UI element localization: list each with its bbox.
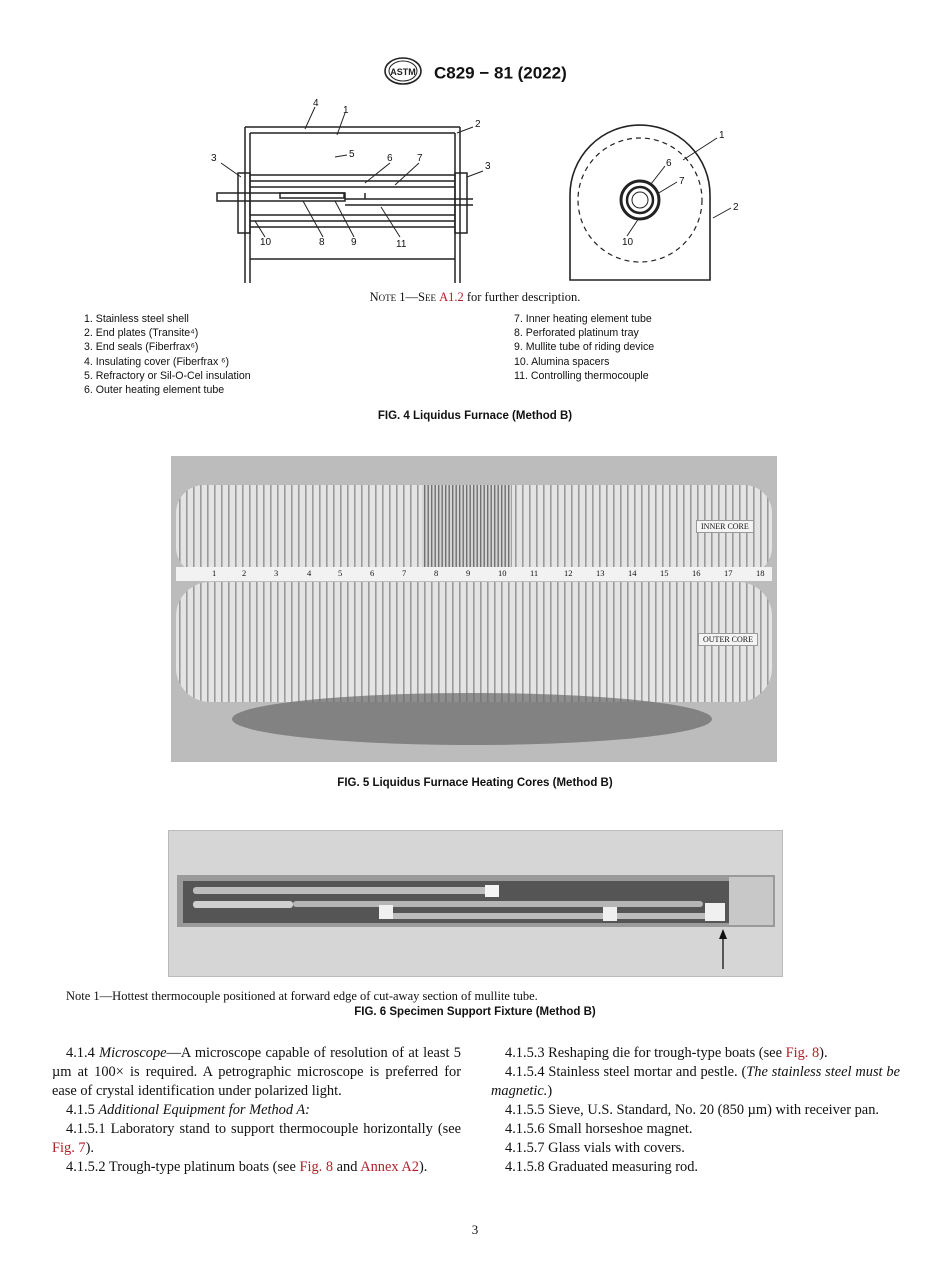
ruler-number: 12 bbox=[564, 568, 573, 578]
svg-text:7: 7 bbox=[679, 176, 685, 187]
para-text: 4.1.5.3 Reshaping die for trough-type boats (see bbox=[505, 1045, 786, 1061]
fig5-photo bbox=[171, 456, 777, 762]
outer-core-label: OUTER CORE bbox=[698, 633, 758, 646]
ruler-number: 14 bbox=[628, 568, 637, 578]
legend-item: 11. Controlling thermocouple bbox=[514, 369, 649, 382]
svg-text:6: 6 bbox=[666, 158, 672, 169]
ruler-number: 18 bbox=[756, 568, 765, 578]
svg-text:6: 6 bbox=[387, 153, 393, 164]
ruler-number: 17 bbox=[724, 568, 733, 578]
para-text: ). bbox=[819, 1045, 828, 1061]
ruler-number: 8 bbox=[434, 568, 439, 578]
fig4-side-section-diagram bbox=[205, 95, 505, 290]
svg-text:9: 9 bbox=[351, 237, 357, 248]
ruler-number: 4 bbox=[307, 568, 312, 578]
para-text: 4.1.5.1 Laboratory stand to support thermocouple horizontally (see bbox=[66, 1121, 461, 1137]
legend-item: 8. Perforated platinum tray bbox=[514, 327, 639, 340]
fig5-caption: FIG. 5 Liquidus Furnace Heating Cores (Method B) bbox=[337, 777, 613, 789]
para-text: ) bbox=[547, 1083, 553, 1099]
fig-7-link[interactable]: Fig. 7 bbox=[52, 1140, 86, 1156]
astm-logo-icon bbox=[383, 56, 423, 91]
fig4-note-prefix: Note 1—See bbox=[369, 290, 440, 304]
fig6-photo bbox=[168, 830, 783, 977]
para-4-1-5 bbox=[52, 1101, 461, 1120]
additional-equipment-title: Additional Equipment for Method A: bbox=[98, 1102, 310, 1118]
fig4-end-view-diagram bbox=[555, 110, 755, 282]
svg-text:1: 1 bbox=[343, 105, 349, 116]
legend-item: 4. Insulating cover (Fiberfrax ⁶) bbox=[84, 355, 230, 368]
ruler-number: 5 bbox=[338, 568, 343, 578]
microscope-title: Microscope bbox=[99, 1045, 167, 1061]
svg-text:4: 4 bbox=[313, 98, 319, 109]
legend-item: 2. End plates (Transite⁴) bbox=[84, 327, 199, 340]
ruler-number: 3 bbox=[274, 568, 279, 578]
svg-text:2: 2 bbox=[733, 202, 739, 213]
fig4-legend-left bbox=[84, 312, 414, 397]
page-header bbox=[0, 56, 950, 91]
magnetic-note: The stainless steel must be magnetic. bbox=[491, 1064, 900, 1099]
para-text: ). bbox=[85, 1140, 94, 1156]
legend-item: 6. Outer heating element tube bbox=[84, 384, 225, 397]
svg-text:7: 7 bbox=[417, 153, 423, 164]
a1-2-link[interactable]: A1.2 bbox=[439, 290, 464, 304]
legend-item: 9. Mullite tube of riding device bbox=[514, 341, 655, 354]
ruler-number: 6 bbox=[370, 568, 375, 578]
ruler bbox=[172, 568, 776, 580]
fig4-note-suffix: for further description. bbox=[463, 290, 581, 304]
para-4-1-5-2 bbox=[52, 1158, 461, 1177]
para-text: —A microscope capable of resolution of at least 5 µm at 100× is required. A petrographic microscope is preferred for ease of crystal identification under polarized light. bbox=[52, 1045, 461, 1099]
ruler-number: 11 bbox=[530, 568, 539, 578]
para-text: 4.1.5.2 Trough-type platinum boats (see bbox=[66, 1159, 300, 1175]
legend-item: 3. End seals (Fiberfrax⁶) bbox=[84, 341, 199, 354]
para-number: 4.1.4 bbox=[66, 1045, 100, 1061]
para-text: ). bbox=[418, 1159, 428, 1175]
svg-text:3: 3 bbox=[485, 161, 491, 172]
svg-text:2: 2 bbox=[475, 119, 481, 130]
para-4-1-5-4 bbox=[491, 1063, 900, 1101]
svg-text:10: 10 bbox=[622, 237, 634, 248]
legend-item: 7. Inner heating element tube bbox=[514, 313, 652, 325]
annex-a2-link[interactable]: Annex A2 bbox=[360, 1159, 419, 1175]
para-4-1-5-6: 4.1.5.6 Small horseshoe magnet. bbox=[505, 1121, 693, 1137]
para-4-1-5-3 bbox=[491, 1044, 900, 1063]
fig4-caption: FIG. 4 Liquidus Furnace (Method B) bbox=[377, 410, 573, 422]
ruler-number: 15 bbox=[660, 568, 669, 578]
svg-text:5: 5 bbox=[349, 149, 355, 160]
svg-text:11: 11 bbox=[396, 239, 407, 250]
svg-text:10: 10 bbox=[260, 237, 272, 248]
para-text: and bbox=[333, 1159, 361, 1175]
fig4-note bbox=[0, 290, 950, 305]
standard-designation: C829 − 81 (2022) bbox=[433, 63, 567, 83]
svg-text:8: 8 bbox=[319, 237, 325, 248]
ruler-number: 2 bbox=[242, 568, 247, 578]
inner-core-label: INNER CORE bbox=[696, 520, 754, 533]
svg-text:1: 1 bbox=[719, 130, 725, 141]
para-4-1-5-1 bbox=[52, 1120, 461, 1158]
para-text: 4.1.5.4 Stainless steel mortar and pestle. ( bbox=[505, 1064, 747, 1080]
ruler-number: 1 bbox=[212, 568, 217, 578]
svg-text:3: 3 bbox=[211, 153, 217, 164]
ruler-number: 9 bbox=[466, 568, 471, 578]
legend-item: 1. Stainless steel shell bbox=[84, 313, 189, 325]
para-4-1-5-8: 4.1.5.8 Graduated measuring rod. bbox=[505, 1159, 699, 1175]
body-right-column bbox=[491, 1044, 900, 1177]
fig6-note: Note 1—Hottest thermocouple positioned at forward edge of cut-away section of mullite tube. bbox=[66, 989, 538, 1003]
ruler-number: 16 bbox=[692, 568, 701, 578]
para-number: 4.1.5 bbox=[66, 1102, 99, 1118]
para-4-1-5-5: 4.1.5.5 Sieve, U.S. Standard, No. 20 (850 µm) with receiver pan. bbox=[505, 1102, 879, 1118]
fig-8-link[interactable]: Fig. 8 bbox=[785, 1045, 820, 1061]
body-left-column bbox=[52, 1044, 461, 1177]
para-4-1-4 bbox=[52, 1044, 461, 1101]
fig6-caption: FIG. 6 Specimen Support Fixture (Method B) bbox=[354, 1006, 596, 1018]
ruler-number: 10 bbox=[498, 568, 507, 578]
legend-item: 10. Alumina spacers bbox=[514, 355, 610, 368]
svg-text:ASTM: ASTM bbox=[390, 67, 416, 77]
page-number: 3 bbox=[471, 1222, 479, 1237]
fig-8-link[interactable]: Fig. 8 bbox=[299, 1159, 334, 1175]
fig4-legend-right bbox=[514, 312, 844, 383]
ruler-number: 7 bbox=[402, 568, 407, 578]
ruler-number: 13 bbox=[596, 568, 605, 578]
legend-item: 5. Refractory or Sil-O-Cel insulation bbox=[84, 369, 251, 382]
para-4-1-5-7: 4.1.5.7 Glass vials with covers. bbox=[505, 1140, 685, 1156]
